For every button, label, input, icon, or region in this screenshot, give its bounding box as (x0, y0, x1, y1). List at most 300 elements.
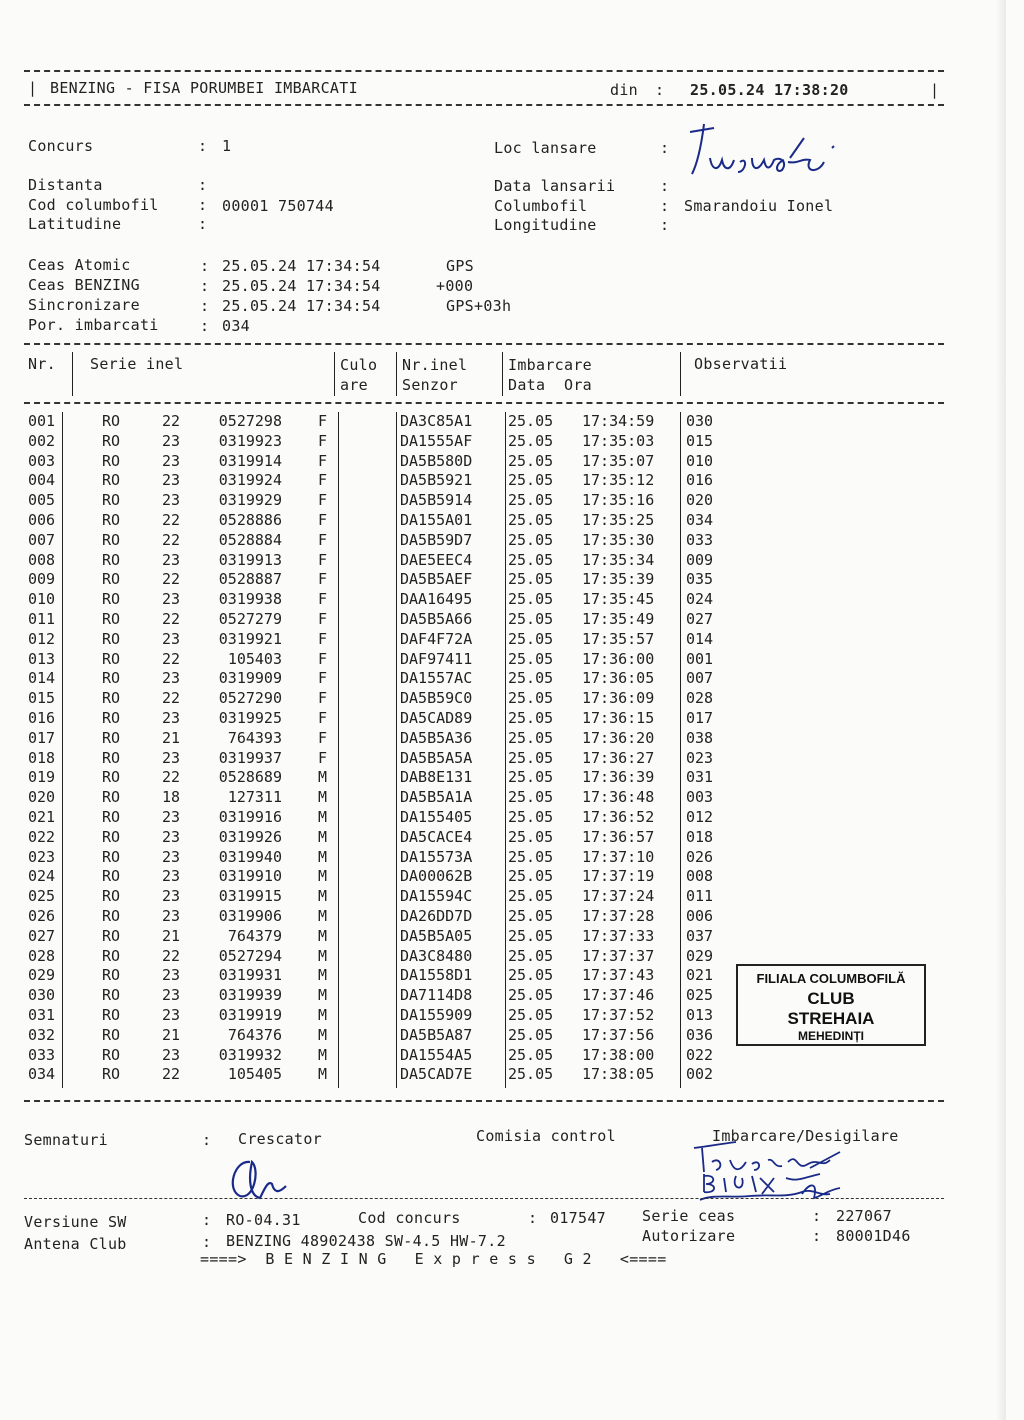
table-row (28, 927, 728, 947)
cell-time: 17:36:57 (582, 827, 655, 846)
cell-nr: 016 (28, 708, 56, 727)
cell-year: 23 (162, 491, 181, 510)
cell-obs: 012 (686, 807, 714, 826)
cell-country: RO (102, 491, 121, 510)
cell-year: 23 (162, 1005, 181, 1024)
cell-country: RO (102, 946, 121, 965)
cell-sex: F (318, 431, 328, 450)
cell-sex: F (318, 550, 328, 569)
cell-date: 25.05 (508, 1025, 554, 1044)
cell-country: RO (102, 1065, 121, 1084)
cell-ring: 0319926 (218, 827, 282, 846)
cell-obs: 036 (686, 1025, 714, 1044)
cell-nr: 017 (28, 728, 56, 747)
cell-sex: F (318, 708, 328, 727)
cell-obs: 029 (686, 946, 714, 965)
cell-date: 25.05 (508, 847, 554, 866)
cell-ring: 0319916 (218, 807, 282, 826)
distanta-label: Distanta (28, 176, 103, 194)
cell-time: 17:38:05 (582, 1065, 655, 1084)
cell-obs: 028 (686, 689, 714, 708)
cell-country: RO (102, 966, 121, 985)
table-row (28, 907, 728, 927)
comisia-label: Comisia control (476, 1127, 616, 1145)
sincronizare-suffix: GPS+03h (446, 297, 512, 315)
table-row (28, 630, 728, 650)
cell-obs: 014 (686, 629, 714, 648)
table-row (28, 887, 728, 907)
cell-time: 17:36:48 (582, 788, 655, 807)
cell-date: 25.05 (508, 966, 554, 985)
cell-sex: F (318, 629, 328, 648)
col-divider (502, 352, 503, 396)
din-colon: : (655, 81, 665, 99)
cell-time: 17:37:52 (582, 1005, 655, 1024)
cell-time: 17:37:28 (582, 906, 655, 925)
cell-time: 17:35:57 (582, 629, 655, 648)
cell-country: RO (102, 471, 121, 490)
versiune-sw-label: Versiune SW (24, 1213, 127, 1231)
cell-country: RO (102, 451, 121, 470)
table-row (28, 570, 728, 590)
cell-sensor: DA1557AC (400, 669, 473, 688)
cell-time: 17:37:33 (582, 926, 655, 945)
header-left-bar: | (28, 79, 38, 97)
cell-time: 17:36:00 (582, 649, 655, 668)
cell-year: 22 (162, 946, 181, 965)
table-row (28, 867, 728, 887)
cell-time: 17:38:00 (582, 1045, 655, 1064)
cell-sensor: DA5CACE4 (400, 827, 473, 846)
cell-nr: 006 (28, 510, 56, 529)
cell-time: 17:37:46 (582, 986, 655, 1005)
cell-obs: 016 (686, 471, 714, 490)
cell-year: 22 (162, 510, 181, 529)
cell-sensor: DAF97411 (400, 649, 473, 668)
cell-ring: 0319924 (218, 471, 282, 490)
cell-date: 25.05 (508, 867, 554, 886)
cell-sex: F (318, 669, 328, 688)
cell-country: RO (102, 669, 121, 688)
cell-country: RO (102, 708, 121, 727)
cell-ring: 0528886 (218, 510, 282, 529)
cell-nr: 018 (28, 748, 56, 767)
colon: : (198, 137, 208, 155)
cell-ring: 0319906 (218, 906, 282, 925)
table-row (28, 689, 728, 709)
table-row (28, 966, 728, 986)
page-title: BENZING - FISA PORUMBEI IMBARCATI (50, 79, 358, 97)
cell-sex: M (318, 1005, 328, 1024)
cell-time: 17:37:37 (582, 946, 655, 965)
cell-sensor: DA5B5A1A (400, 788, 473, 807)
cell-nr: 010 (28, 590, 56, 609)
din-label: din (610, 81, 638, 99)
cell-time: 17:35:45 (582, 590, 655, 609)
por-imbarcati-label: Por. imbarcati (28, 316, 159, 334)
cell-sex: M (318, 807, 328, 826)
cell-country: RO (102, 748, 121, 767)
cell-sensor: DAF4F72A (400, 629, 473, 648)
cell-obs: 038 (686, 728, 714, 747)
cell-ring: 764379 (227, 926, 282, 945)
cell-ring: 0527290 (218, 689, 282, 708)
cell-sensor: DA5B580D (400, 451, 473, 470)
crescator-signature (220, 1150, 310, 1210)
cell-sensor: DA5B5A66 (400, 609, 473, 628)
cell-country: RO (102, 412, 121, 430)
table-row (28, 788, 728, 808)
cell-country: RO (102, 867, 121, 886)
cell-obs: 026 (686, 847, 714, 866)
divider (24, 1198, 944, 1199)
cell-year: 23 (162, 966, 181, 985)
cell-ring: 0319910 (218, 867, 282, 886)
cell-nr: 029 (28, 966, 56, 985)
cell-obs: 010 (686, 451, 714, 470)
cell-sensor: DA5B5A05 (400, 926, 473, 945)
cell-time: 17:37:24 (582, 887, 655, 906)
cell-date: 25.05 (508, 609, 554, 628)
colon: : (660, 197, 670, 215)
cell-sex: F (318, 689, 328, 708)
stamp-line-1: FILIALA COLUMBOFILĂ (756, 971, 906, 986)
col-header-imbarcare-2: Data Ora (508, 376, 592, 394)
cell-country: RO (102, 887, 121, 906)
divider (24, 104, 944, 106)
cell-ring: 0319932 (218, 1045, 282, 1064)
club-stamp (736, 964, 926, 1046)
cell-sex: M (318, 1025, 328, 1044)
colon: : (528, 1209, 538, 1227)
cell-ring: 0319929 (218, 491, 282, 510)
cell-year: 21 (162, 1025, 181, 1044)
cell-nr: 032 (28, 1025, 56, 1044)
cell-sex: M (318, 887, 328, 906)
cell-country: RO (102, 906, 121, 925)
cell-sensor: DA155A01 (400, 510, 473, 529)
cell-obs: 018 (686, 827, 714, 846)
concurs-value: 1 (222, 137, 232, 155)
cell-ring: 0319915 (218, 887, 282, 906)
cell-nr: 027 (28, 926, 56, 945)
cell-date: 25.05 (508, 1065, 554, 1084)
cell-nr: 011 (28, 609, 56, 628)
cell-sex: F (318, 530, 328, 549)
cell-date: 25.05 (508, 649, 554, 668)
longitudine-label: Longitudine (494, 216, 597, 234)
cell-sex: F (318, 412, 328, 430)
cell-country: RO (102, 728, 121, 747)
cell-date: 25.05 (508, 728, 554, 747)
col-header-nrinel-2: Senzor (402, 376, 458, 394)
cell-nr: 004 (28, 471, 56, 490)
cell-ring: 764393 (227, 728, 282, 747)
crescator-label: Crescator (238, 1130, 322, 1148)
cell-nr: 005 (28, 491, 56, 510)
cell-nr: 007 (28, 530, 56, 549)
cell-sex: M (318, 986, 328, 1005)
stamp-line-3: STREHAIA (787, 1009, 875, 1028)
cell-ring: 0319921 (218, 629, 282, 648)
cell-year: 23 (162, 669, 181, 688)
cell-time: 17:35:39 (582, 570, 655, 589)
ceas-benzing-label: Ceas BENZING (28, 276, 140, 294)
cell-obs: 022 (686, 1045, 714, 1064)
cell-nr: 030 (28, 986, 56, 1005)
divider (24, 1100, 944, 1102)
cell-sensor: DA3C8480 (400, 946, 473, 965)
paper-edge-shadow (996, 0, 1006, 1420)
cell-country: RO (102, 550, 121, 569)
cell-date: 25.05 (508, 451, 554, 470)
cell-time: 17:34:59 (582, 412, 655, 430)
cell-date: 25.05 (508, 491, 554, 510)
divider (24, 343, 944, 345)
cell-time: 17:35:07 (582, 451, 655, 470)
serie-ceas-value: 227067 (836, 1207, 892, 1225)
semnaturi-label: Semnaturi (24, 1131, 108, 1149)
cell-time: 17:36:39 (582, 768, 655, 787)
cell-time: 17:35:49 (582, 609, 655, 628)
cell-sensor: DA00062B (400, 867, 473, 886)
cell-obs: 024 (686, 590, 714, 609)
cell-nr: 001 (28, 412, 56, 430)
cell-ring: 105405 (227, 1065, 282, 1084)
sincronizare-value: 25.05.24 17:34:54 (222, 297, 381, 315)
cell-obs: 011 (686, 887, 714, 906)
cell-date: 25.05 (508, 708, 554, 727)
cell-sex: M (318, 867, 328, 886)
cell-obs: 021 (686, 966, 714, 985)
table-row (28, 551, 728, 571)
cell-sex: F (318, 728, 328, 747)
cell-time: 17:37:43 (582, 966, 655, 985)
cell-country: RO (102, 1045, 121, 1064)
cell-ring: 0319931 (218, 966, 282, 985)
colon: : (198, 215, 208, 233)
col-divider (334, 352, 335, 396)
table-row (28, 749, 728, 769)
cell-date: 25.05 (508, 570, 554, 589)
cell-sex: M (318, 1065, 328, 1084)
cell-sensor: DAA16495 (400, 590, 473, 609)
col-divider (72, 352, 73, 396)
cell-ring: 0319919 (218, 1005, 282, 1024)
cell-sex: M (318, 926, 328, 945)
cell-obs: 007 (686, 669, 714, 688)
colon: : (200, 297, 210, 315)
cell-obs: 002 (686, 1065, 714, 1084)
table-row (28, 848, 728, 868)
cell-obs: 017 (686, 708, 714, 727)
cell-nr: 014 (28, 669, 56, 688)
cell-nr: 028 (28, 946, 56, 965)
cell-nr: 008 (28, 550, 56, 569)
cell-obs: 030 (686, 412, 714, 430)
table-row (28, 986, 728, 1006)
cell-time: 17:36:15 (582, 708, 655, 727)
cell-country: RO (102, 926, 121, 945)
cell-ring: 0319939 (218, 986, 282, 1005)
cell-ring: 0528689 (218, 768, 282, 787)
cell-sensor: DA5B5A87 (400, 1025, 473, 1044)
table-row (28, 947, 728, 967)
table-row (28, 491, 728, 511)
pigeon-table-body (28, 412, 728, 1085)
cell-ring: 0527279 (218, 609, 282, 628)
cell-date: 25.05 (508, 669, 554, 688)
cell-sex: F (318, 590, 328, 609)
cell-obs: 031 (686, 768, 714, 787)
cell-date: 25.05 (508, 550, 554, 569)
colon: : (812, 1207, 822, 1225)
cell-obs: 008 (686, 867, 714, 886)
cell-nr: 012 (28, 629, 56, 648)
cell-time: 17:36:05 (582, 669, 655, 688)
cell-time: 17:36:20 (582, 728, 655, 747)
cod-columbofil-value: 00001 750744 (222, 197, 334, 215)
cell-sex: F (318, 471, 328, 490)
concurs-label: Concurs (28, 137, 94, 155)
colon: : (200, 277, 210, 295)
cell-sex: F (318, 510, 328, 529)
ceas-benzing-suffix: +000 (436, 277, 474, 295)
cell-time: 17:35:16 (582, 491, 655, 510)
cell-sex: M (318, 768, 328, 787)
print-datetime: 25.05.24 17:38:20 (690, 81, 849, 99)
cell-ring: 0319914 (218, 451, 282, 470)
ceas-atomic-suffix: GPS (446, 257, 474, 275)
table-row (28, 471, 728, 491)
cell-year: 23 (162, 451, 181, 470)
cell-ring: 0528887 (218, 570, 282, 589)
colon: : (202, 1233, 212, 1251)
cell-time: 17:36:09 (582, 689, 655, 708)
loc-lansare-label: Loc lansare (494, 139, 597, 157)
cell-ring: 0528884 (218, 530, 282, 549)
cell-year: 23 (162, 550, 181, 569)
divider (24, 402, 944, 404)
cell-nr: 002 (28, 431, 56, 450)
table-row (28, 432, 728, 452)
sincronizare-label: Sincronizare (28, 296, 140, 314)
por-imbarcati-value: 034 (222, 317, 250, 335)
cell-sex: F (318, 491, 328, 510)
commission-signatures (690, 1138, 860, 1212)
col-header-serie: Serie inel (90, 355, 184, 373)
cell-year: 23 (162, 590, 181, 609)
cell-sensor: DA5B5A36 (400, 728, 473, 747)
cell-sensor: DA3C85A1 (400, 412, 473, 430)
cell-year: 23 (162, 827, 181, 846)
cell-date: 25.05 (508, 986, 554, 1005)
table-row (28, 452, 728, 472)
table-row (28, 412, 728, 432)
cell-country: RO (102, 431, 121, 450)
cell-country: RO (102, 1025, 121, 1044)
cell-year: 23 (162, 887, 181, 906)
cell-sex: F (318, 649, 328, 668)
cell-sex: F (318, 609, 328, 628)
cell-time: 17:35:34 (582, 550, 655, 569)
versiune-sw-value: RO-04.31 (226, 1211, 301, 1229)
cell-obs: 015 (686, 431, 714, 450)
ceas-atomic-value: 25.05.24 17:34:54 (222, 257, 381, 275)
cell-sex: M (318, 966, 328, 985)
serie-ceas-label: Serie ceas (642, 1207, 736, 1225)
cell-time: 17:36:52 (582, 807, 655, 826)
cell-date: 25.05 (508, 1045, 554, 1064)
columbofil-label: Columbofil (494, 197, 588, 215)
cell-time: 17:36:27 (582, 748, 655, 767)
cell-date: 25.05 (508, 471, 554, 490)
cell-obs: 003 (686, 788, 714, 807)
cell-year: 22 (162, 1065, 181, 1084)
colon: : (202, 1131, 212, 1149)
cell-ring: 0319937 (218, 748, 282, 767)
cell-time: 17:35:12 (582, 471, 655, 490)
cell-ring: 105403 (227, 649, 282, 668)
cell-nr: 026 (28, 906, 56, 925)
cell-sensor: DA15594C (400, 887, 473, 906)
cell-country: RO (102, 629, 121, 648)
colon: : (200, 317, 210, 335)
colon: : (202, 1211, 212, 1229)
cell-date: 25.05 (508, 590, 554, 609)
colon: : (198, 196, 208, 214)
cell-country: RO (102, 590, 121, 609)
cod-concurs-value: 017547 (550, 1209, 606, 1227)
cell-ring: 0319938 (218, 590, 282, 609)
col-header-observatii: Observatii (694, 355, 788, 373)
autorizare-value: 80001D46 (836, 1227, 911, 1245)
cell-country: RO (102, 530, 121, 549)
cell-ring: 764376 (227, 1025, 282, 1044)
col-divider (396, 352, 397, 396)
columbofil-value: Smarandoiu Ionel (684, 197, 834, 215)
col-header-nrinel-1: Nr.inel (402, 356, 468, 374)
colon: : (198, 176, 208, 194)
cell-date: 25.05 (508, 807, 554, 826)
cell-sex: M (318, 788, 328, 807)
cell-ring: 0319940 (218, 847, 282, 866)
cell-year: 23 (162, 986, 181, 1005)
cell-obs: 025 (686, 986, 714, 1005)
cell-nr: 015 (28, 689, 56, 708)
table-row (28, 590, 728, 610)
cell-obs: 033 (686, 530, 714, 549)
cell-time: 17:37:56 (582, 1025, 655, 1044)
col-header-culoare-1: Culo (340, 356, 378, 374)
cell-nr: 033 (28, 1045, 56, 1064)
cell-sex: F (318, 451, 328, 470)
cell-time: 17:37:19 (582, 867, 655, 886)
cell-year: 22 (162, 649, 181, 668)
cell-nr: 031 (28, 1005, 56, 1024)
table-row (28, 828, 728, 848)
cell-obs: 020 (686, 491, 714, 510)
cell-year: 21 (162, 926, 181, 945)
cell-year: 23 (162, 847, 181, 866)
table-row (28, 531, 728, 551)
cell-date: 25.05 (508, 510, 554, 529)
cell-country: RO (102, 847, 121, 866)
cell-date: 25.05 (508, 887, 554, 906)
table-row (28, 650, 728, 670)
cell-country: RO (102, 609, 121, 628)
stamp-line-4: MEHEDINȚI (798, 1029, 864, 1043)
